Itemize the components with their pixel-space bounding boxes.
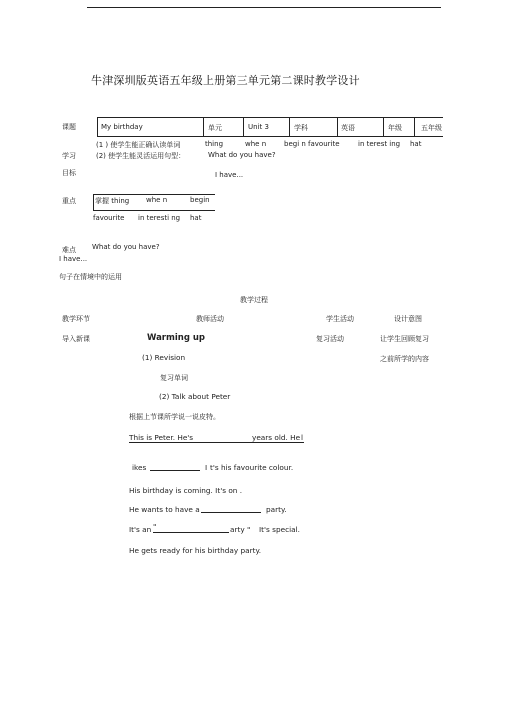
passage-line-1-underline xyxy=(129,442,304,443)
unit-value: Unit 3 xyxy=(248,123,269,131)
key-point-5: in teresti ng xyxy=(138,214,181,222)
page-title: 牛津深圳版英语五年级上册第三单元第二课时教学设计 xyxy=(91,74,360,87)
passage-line-1b: years old. He xyxy=(252,433,301,442)
objectives-label-1: 学习 xyxy=(62,152,76,160)
info-row-left-border xyxy=(97,117,98,136)
difficult-points-label: 难点 xyxy=(62,246,76,254)
passage-line-5d: It's special. xyxy=(259,525,300,534)
step-talk: (2) Talk about Peter xyxy=(159,392,231,401)
key-point-3: begin xyxy=(190,196,210,204)
passage-line-2a: ikes xyxy=(132,463,147,472)
col-stage-header: 教学环节 xyxy=(62,315,90,323)
subject-label: 学科 xyxy=(294,124,308,132)
top-rule xyxy=(87,7,441,8)
difficult-points-usage: 句子在情境中的运用 xyxy=(59,273,122,281)
info-cell-divider-3 xyxy=(289,117,290,136)
step-talk-instruction: 根据上节课所学说一说皮特。 xyxy=(129,413,220,421)
key-point-4: favourite xyxy=(93,214,125,222)
key-points-box-left xyxy=(93,194,94,211)
subject-value: 英语 xyxy=(341,124,355,132)
col-student-header: 学生活动 xyxy=(326,315,354,323)
difficult-points-continuation: I have... xyxy=(59,255,88,263)
info-cell-divider-1 xyxy=(203,117,204,136)
passage-blank-theme xyxy=(153,532,229,533)
objectives-word-3: begi n favourite xyxy=(284,140,340,148)
passage-line-2c: t's his favourite colour. xyxy=(210,463,294,472)
key-points-box-top xyxy=(93,194,215,195)
passage-line-5b: " xyxy=(153,522,157,531)
info-row-top-border xyxy=(97,117,443,118)
objectives-line3-sentence: I have... xyxy=(215,171,244,179)
objectives-word-4: in terest ing xyxy=(358,140,401,148)
grade-value: 五年级 xyxy=(421,124,442,132)
key-point-2: whe n xyxy=(146,196,168,204)
passage-line-2b: I xyxy=(205,463,208,472)
passage-line-1c: l xyxy=(301,433,304,442)
passage-line-5c: arty " xyxy=(230,525,251,534)
key-points-box-bottom xyxy=(93,210,215,211)
grade-label: 年级 xyxy=(388,124,402,132)
passage-line-6: He gets ready for his birthday party. xyxy=(129,546,262,555)
objectives-word-1: thing xyxy=(205,140,224,148)
key-point-1: 掌握 thing xyxy=(95,197,130,205)
col-teacher-header: 教师活动 xyxy=(196,315,224,323)
objectives-word-2: whe n xyxy=(245,140,267,148)
student-activity: 复习活动 xyxy=(316,335,344,343)
passage-line-4a: He wants to have a xyxy=(129,505,200,514)
passage-line-4b: party. xyxy=(266,505,287,514)
difficult-points-sentence: What do you have? xyxy=(92,243,160,251)
topic-label: 课题 xyxy=(62,123,76,131)
objectives-line1-text: (1 ) 使学生能正确认读单词 xyxy=(96,141,181,149)
passage-blank-party xyxy=(201,512,261,513)
info-row-bottom-border xyxy=(97,136,443,137)
intent-line-1: 让学生回顾复习 xyxy=(380,335,429,343)
step-revision-sub: 复习单词 xyxy=(160,374,188,382)
warming-up-heading: Warming up xyxy=(147,333,206,343)
objectives-label-2: 目标 xyxy=(62,169,76,177)
info-cell-divider-6 xyxy=(414,117,415,136)
objectives-line2-sentence: What do you have? xyxy=(208,151,276,159)
passage-line-1a: This is Peter. He's xyxy=(129,433,194,442)
passage-blank-colour xyxy=(150,470,200,471)
unit-label: 单元 xyxy=(208,124,222,132)
passage-line-3: His birthday is coming. It's on . xyxy=(129,486,243,495)
topic-value: My birthday xyxy=(101,123,143,131)
info-cell-divider-2 xyxy=(243,117,244,136)
stage-intro: 导入新课 xyxy=(62,335,90,343)
objectives-line2-text: (2) 使学生能灵活运用句型： xyxy=(96,152,186,160)
process-heading: 教学过程 xyxy=(240,296,268,304)
key-point-6: hat xyxy=(190,214,202,222)
key-points-label: 重点 xyxy=(62,197,76,205)
step-revision: (1) Revision xyxy=(142,353,186,362)
col-intent-header: 设计意图 xyxy=(394,315,422,323)
info-cell-divider-5 xyxy=(383,117,384,136)
info-cell-divider-4 xyxy=(337,117,338,136)
objectives-word-5: hat xyxy=(410,140,422,148)
passage-line-5a: It's an xyxy=(129,525,152,534)
intent-line-2: 之前所学的内容 xyxy=(380,355,429,363)
